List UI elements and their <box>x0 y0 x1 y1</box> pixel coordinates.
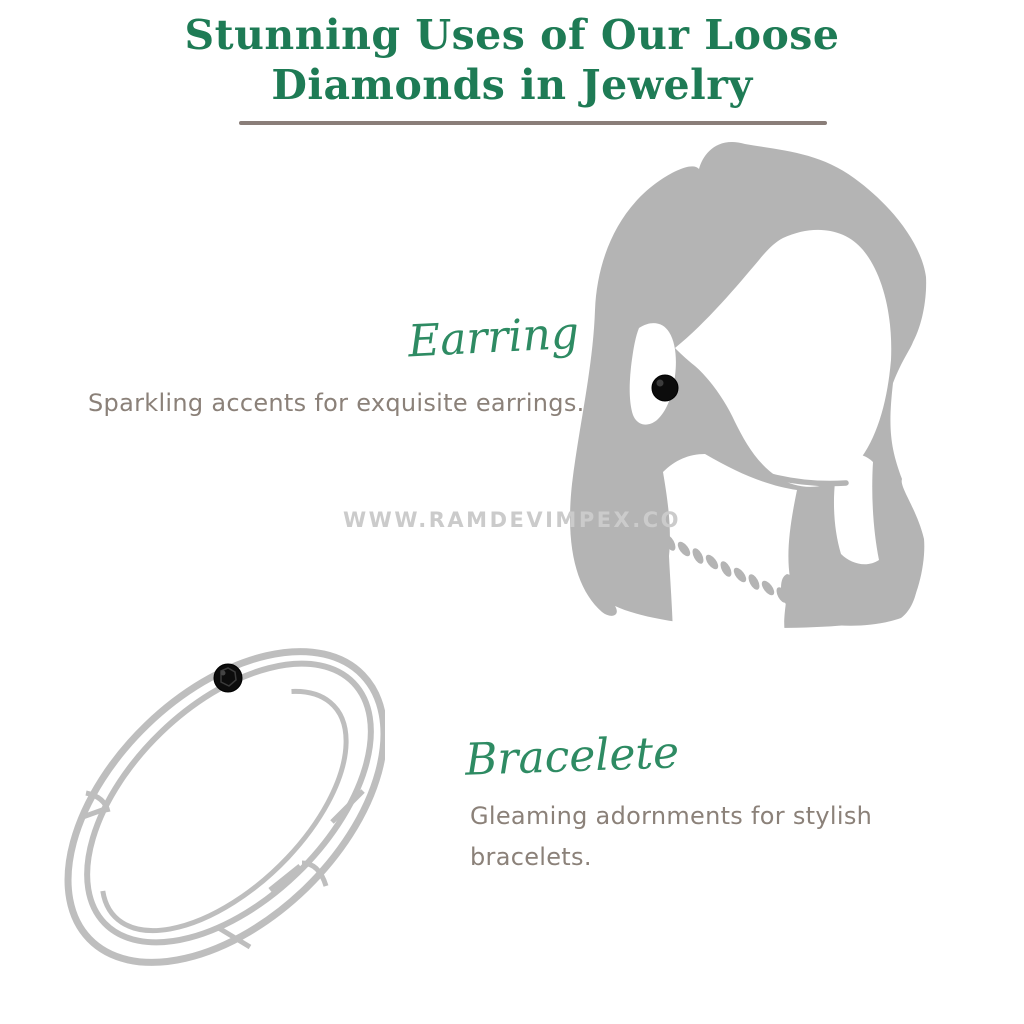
bangle-outer-rim <box>45 635 385 975</box>
title-divider-line <box>239 121 827 125</box>
stud-earring-icon <box>652 375 678 401</box>
bangle-illustration <box>45 635 385 975</box>
bracelet-label: Bracelete <box>464 727 680 786</box>
bangle-back-rim <box>103 691 346 930</box>
woman-silhouette-svg <box>555 128 945 628</box>
page-title-line2: Diamonds in Jewelry <box>271 61 753 109</box>
page-title <box>0 10 1024 110</box>
diamond-stud-icon <box>214 664 242 692</box>
earring-caption: Sparkling accents for exquisite earrings. <box>88 389 585 417</box>
woman-silhouette-illustration <box>555 128 945 628</box>
earring-label: Earring <box>406 307 581 368</box>
watermark-text: WWW.RAMDEVIMPEX.CO <box>343 508 681 532</box>
bracelet-caption-line1: Gleaming adornments for stylish <box>470 802 873 830</box>
bangle-inner-rim <box>45 635 385 975</box>
page-title-line1: Stunning Uses of Our Loose <box>184 11 840 59</box>
bracelet-caption-line2: bracelets. <box>470 843 592 871</box>
bangle-svg <box>45 635 385 975</box>
bracelet-caption <box>470 796 872 878</box>
